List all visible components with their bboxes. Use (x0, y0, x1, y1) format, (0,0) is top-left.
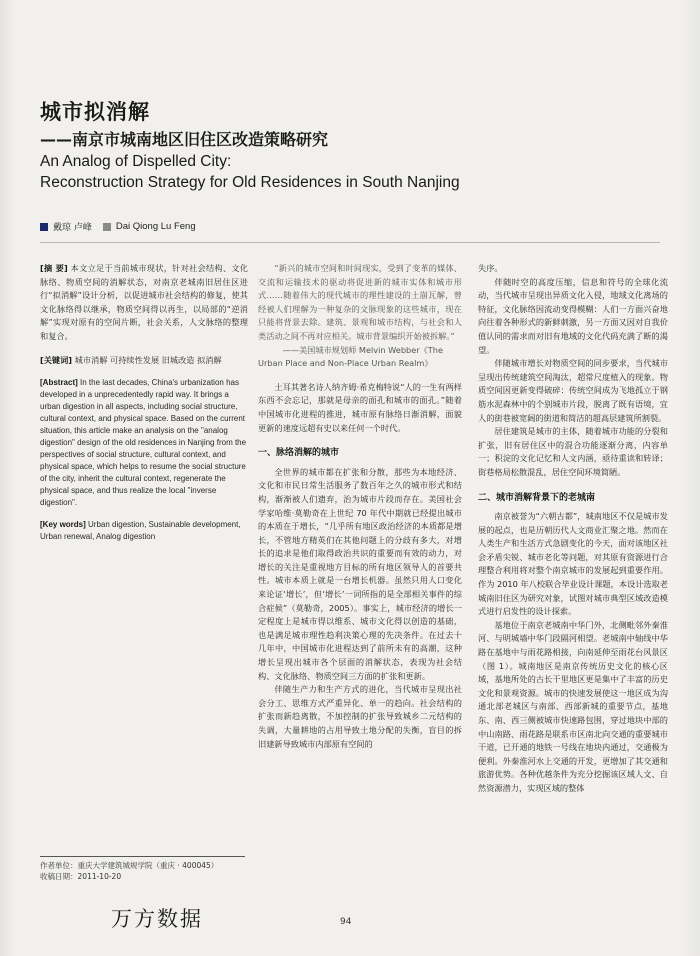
keywords-en-text: Urban digestion, Sustainable development, Urban renewal, Analog digestion (40, 520, 241, 542)
header-divider (40, 242, 660, 243)
keywords-en (40, 519, 248, 543)
column-right (478, 262, 668, 796)
square-bullet-icon (40, 223, 48, 231)
watermark: 万方数据 (111, 907, 203, 931)
paragraph-continuation: 失序。 (478, 263, 503, 273)
abstract-zh (40, 262, 248, 344)
column-left (40, 262, 248, 543)
keywords-zh-text: 城市消解 可持续性发展 旧城改造 拟消解 (74, 354, 222, 365)
section-2-heading: 二、城市消解背景下的老城南 (478, 492, 596, 503)
abstract-zh-text: 本文立足于当前城市现状，针对社会结构、文化脉络、物质空间的消解状态，对南京老城南旧居住区进行“拟消解”设计分析，以促进城市社会结构的修复，使其文化脉络得以继承，物质空间得以再生，以局部的“逆消解”实现对原有的空间片断，社会关系，人文脉络的整理和复合。 (40, 263, 248, 341)
abstract-en-label: [Abstract] (40, 378, 78, 388)
abstract-en-text: In the last decades, China's urbanization has developed in a unprecedentedly rapid way. It brings a urban digestion in all aspects, including social structure, cultural context, and physical space. Based on the current situation, this article make an analysis on the "analog digestion" design of the old residences in Nanjing from the perspectives of social structure, cultural context, and physical space, which helps to resume the social structure of the city, inherit the cultural context, regenerate the physical space, and thus realize the local "inverse digestion". (40, 378, 247, 508)
footnote-divider (40, 856, 245, 857)
paragraph-physical-space: 伴随城市增长对物质空间的同步要求，当代城市呈现出传统建筑空间淘汰，超常尺度植入的现象。物质空间因更新变得破碎：传统空间成为飞地孤立于钢筋水泥森林中的个别城市片段，脱离了既有语境，宜人的街巷被宽阔的街道和简洁的超高层建筑所割裂。 (478, 358, 668, 423)
english-title-line-2: Reconstruction Strategy for Old Residences in South Nanjing (40, 174, 460, 191)
abstract-en (40, 377, 248, 509)
author-affiliation (40, 860, 218, 882)
authors-en: Dai Qiong Lu Feng (115, 221, 196, 232)
square-bullet-icon (103, 223, 111, 231)
keywords-zh-label: [关键词] (40, 354, 73, 365)
page-number: 94 (340, 917, 352, 927)
column-middle (258, 262, 462, 751)
epigraph-source-1: ——美国城市规划师 Melvin Webber《The (282, 344, 444, 355)
paragraph-culture: 伴随时空的高度压缩，信息和符号的全球化流动，当代城市呈现出异质文化入侵，地域文化离场的特征，文化脉络因流动变得模糊：人们一方面兴奋地向往着各种形式的新鲜刺激，另一方面又因对自我价值认同的需求而对旧有地域的文化代码充满了断的渴望。 (478, 276, 668, 355)
abstract-zh-label: [摘 要] (40, 263, 68, 273)
section-2-paragraph-2: 基地位于南京老城南中华门外，北侧毗邻外秦淮河、与明城墙中华门段隔河相望。老城南中轴线中华路在基地中与雨花路相接，向南延伸至雨花台风景区（图 1）。城南地区是南京传统历史文化的核心区域，基地所处的古长干里地区更是集中了丰富的历史文化和景观资源。城市的快速发展使这一地区成为沟通北部老城区与南部、西部新城的重要节点，基地东、南、西三侧被城市快速路包围，穿过地块中部的中山南路、雨花路是联系市区南北向交通的重要城市干道，已开通的地铁一号线在地块内通过，交通极为便利。外秦淮河水上交通的开发，更增加了其交通和旅游优势。各种优越条件为充分挖掘该区域人文、自然资源潜力，实现区域的整体 (478, 619, 668, 793)
english-title-line-1: An Analog of Dispelled City: (40, 153, 232, 170)
english-title (40, 151, 640, 193)
intro-paragraph: 土耳其著名诗人纳齐姆·希克梅特说“人的一生有两样东西不会忘记，那就是母亲的面孔和城市的面孔。”随着中国城市化进程的推进，城市原有脉络日渐消解，面貌更新的速度远超有史以来任何一个时代。 (258, 381, 462, 433)
paragraph-residential: 居住建筑是城市的主体，随着城市功能的分裂和扩张，旧有居住区中的混合功能逐渐分离，内容单一；积淀的文化记忆和人文内涵，亟待重读和转译；街巷格局松散混乱，居住空间环境简陋。 (478, 426, 668, 477)
received-date: 收稿日期：2011-10-20 (40, 872, 122, 881)
authors-zh: 戴琼 卢峰 (53, 223, 92, 233)
page-subtitle: ——南京市城南地区旧住区改造策略研究 (40, 130, 329, 149)
page-title: 城市拟消解 (40, 100, 150, 124)
section-1-heading: 一、脉络消解的城市 (258, 448, 340, 459)
affiliation-text: 作者单位：重庆大学建筑城规学院（重庆 · 400045） (40, 861, 219, 870)
section-2-paragraph-1: 南京被誉为“六朝古都”，城南地区不仅是城市发展的起点，也是历朝历代人文商业汇聚之地。然而在人类生产和生活方式急剧变化的今天，面对该地区社会矛盾尖锐、城市老化等问题，对其原有资源进行合理整合利用将对整个南京城市的发展起到重要作用。作为 2010 年八校联合毕业设计课题，本设计选取老城南旧住区为研究对象，试图对城市典型区域改造模式进行启发性的设计探索。 (478, 511, 668, 617)
section-1-paragraph-2: 伴随生产力和生产方式的进化，当代城市呈现出社会分工、思维方式严重异化、单一的趋向。社会结构的扩张而新趋离散，不加控制的扩张导致城乡二元结构的失调，大量耕地的占用导致土地分配的失衡，盲目的拆旧建新导致城市内部原有空间的 (258, 684, 462, 749)
section-1-paragraph-1: 全世界的城市都在扩张和分散，那些为本地经济、文化和市民日常生活服务了数百年之久的城市形式和结构，渐渐被人们遗弃，治为城市片段而存在。美国社会学家哈维·莫勒奇在上世纪 70 年代中期就已经提出城市的本质在于增长，“几乎所有地区政治经济的本质都是增长，不管地方精英们在其他问题上的分歧有多大，对增长的追求是他们取得政治共识的重要而有效的动力，对增长的关注是重视地方目标的所有地区领导人的首要共性。城市本质上就是一台增长机器。虽然只用人口变化来论证‘增长’，但‘增长’一词所指的是全部相关事件的综合症候”（莫勒奇，2005）。事实上，城市经济的增长一定程度上是城市得以维系、城市文化得以创造的基础，也是满足城市理性趋利决策心理的先决条件。在过去十几年中，中国城市化进程达到了前所未有的高潮，这种增长呈现出城市各个层面的消解状态，表现为社会结构、文化脉络、物质空间三方面的扩张和更新。 (258, 466, 462, 681)
keywords-zh (40, 354, 248, 368)
epigraph-quote: “新兴的城市空间和时间现实，受到了变革的媒体、交流和运输技术的驱动将促进新的城市实体和城市形式……随着伟大的现代城市的理性建设的土崩瓦解，曾经被人们理解为一种复杂的文脉现象的这些城市，现在只能将背景去除。建筑、景观和城市结构，与社会和人类活动之间不再对应相关。城市背景编织开始被拆解。” (258, 263, 462, 341)
author-line (40, 220, 196, 233)
epigraph-source-2: Urban Place and Non-Place Urban Realm》 (258, 358, 433, 369)
keywords-en-label: [Key words] (40, 520, 86, 530)
